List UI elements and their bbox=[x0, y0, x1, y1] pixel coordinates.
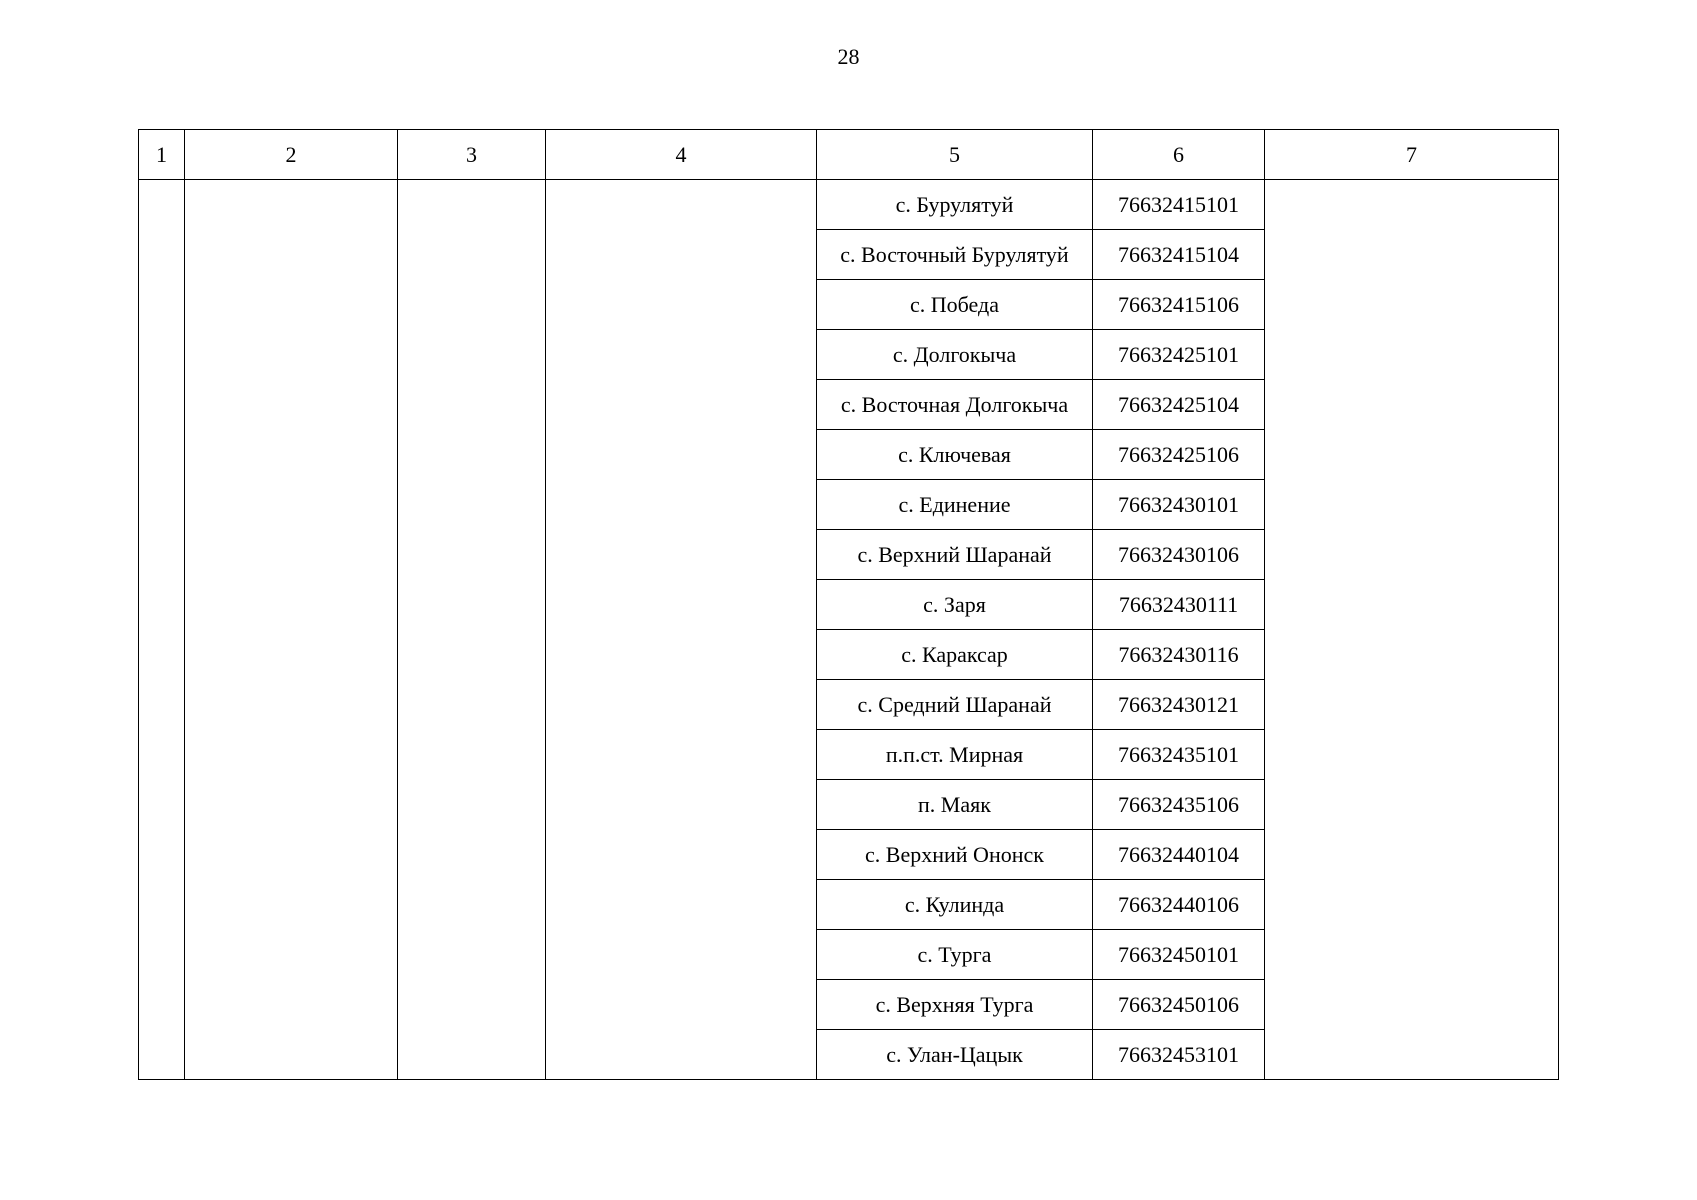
settlement-name-cell: п. Маяк bbox=[817, 780, 1093, 830]
settlement-name-cell: с. Верхняя Турга bbox=[817, 980, 1093, 1030]
oktmo-code-cell: 76632435101 bbox=[1093, 730, 1265, 780]
settlement-name-cell: с. Улан-Цацык bbox=[817, 1030, 1093, 1080]
settlement-name-cell: с. Долгокыча bbox=[817, 330, 1093, 380]
oktmo-code-cell: 76632440106 bbox=[1093, 880, 1265, 930]
oktmo-code-cell: 76632415106 bbox=[1093, 280, 1265, 330]
oktmo-code-cell: 76632440104 bbox=[1093, 830, 1265, 880]
settlement-name-cell: п.п.ст. Мирная bbox=[817, 730, 1093, 780]
oktmo-code-cell: 76632415104 bbox=[1093, 230, 1265, 280]
merged-cell-col-4 bbox=[546, 180, 817, 1080]
column-header-5: 5 bbox=[817, 130, 1093, 180]
settlement-name-cell: с. Заря bbox=[817, 580, 1093, 630]
oktmo-code-cell: 76632430101 bbox=[1093, 480, 1265, 530]
merged-cell-col-2 bbox=[185, 180, 398, 1080]
oktmo-code-cell: 76632430106 bbox=[1093, 530, 1265, 580]
settlement-name-cell: с. Турга bbox=[817, 930, 1093, 980]
column-header-7: 7 bbox=[1265, 130, 1559, 180]
settlement-name-cell: с. Средний Шаранай bbox=[817, 680, 1093, 730]
settlement-name-cell: с. Победа bbox=[817, 280, 1093, 330]
settlement-name-cell: с. Восточная Долгокыча bbox=[817, 380, 1093, 430]
table-row bbox=[139, 180, 1559, 230]
settlement-name-cell: с. Караксар bbox=[817, 630, 1093, 680]
column-header-4: 4 bbox=[546, 130, 817, 180]
oktmo-code-cell: 76632430111 bbox=[1093, 580, 1265, 630]
oktmo-code-cell: 76632450101 bbox=[1093, 930, 1265, 980]
oktmo-code-cell: 76632453101 bbox=[1093, 1030, 1265, 1080]
settlement-name-cell: с. Бурулятуй bbox=[817, 180, 1093, 230]
settlement-name-cell: с. Верхний Шаранай bbox=[817, 530, 1093, 580]
column-header-2: 2 bbox=[185, 130, 398, 180]
oktmo-code-cell: 76632425104 bbox=[1093, 380, 1265, 430]
oktmo-code-cell: 76632415101 bbox=[1093, 180, 1265, 230]
merged-cell-col-3 bbox=[398, 180, 546, 1080]
settlement-name-cell: с. Верхний Ононск bbox=[817, 830, 1093, 880]
column-header-1: 1 bbox=[139, 130, 185, 180]
header-row bbox=[139, 130, 1559, 180]
table-body bbox=[139, 180, 1559, 1080]
oktmo-code-cell: 76632435106 bbox=[1093, 780, 1265, 830]
settlement-name-cell: с. Кулинда bbox=[817, 880, 1093, 930]
settlements-table bbox=[138, 129, 1559, 1080]
oktmo-code-cell: 76632450106 bbox=[1093, 980, 1265, 1030]
merged-cell-col-1 bbox=[139, 180, 185, 1080]
settlement-name-cell: с. Ключевая bbox=[817, 430, 1093, 480]
page-number: 28 bbox=[837, 44, 860, 69]
settlement-name-cell: с. Восточный Бурулятуй bbox=[817, 230, 1093, 280]
column-header-3: 3 bbox=[398, 130, 546, 180]
settlement-name-cell: с. Единение bbox=[817, 480, 1093, 530]
oktmo-code-cell: 76632425101 bbox=[1093, 330, 1265, 380]
oktmo-code-cell: 76632425106 bbox=[1093, 430, 1265, 480]
merged-cell-col-7 bbox=[1265, 180, 1559, 1080]
oktmo-code-cell: 76632430121 bbox=[1093, 680, 1265, 730]
oktmo-code-cell: 76632430116 bbox=[1093, 630, 1265, 680]
column-header-6: 6 bbox=[1093, 130, 1265, 180]
